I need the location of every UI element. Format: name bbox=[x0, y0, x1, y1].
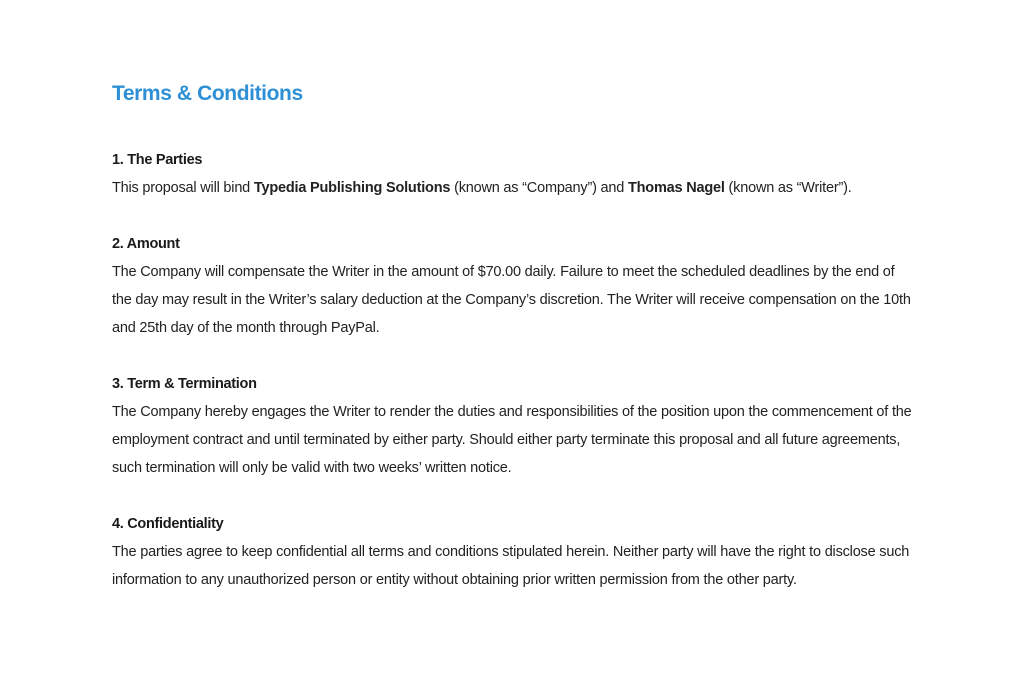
body-text: This proposal will bind bbox=[112, 180, 254, 196]
section-heading: 1. The Parties bbox=[112, 152, 203, 168]
section-parties bbox=[112, 146, 912, 202]
section-amount bbox=[112, 230, 912, 342]
body-text: (known as “Writer”). bbox=[724, 180, 852, 196]
section-body: The Company will compensate the Writer in the amount of $70.00 daily. Failure to meet the scheduled deadlines by the end of the day may result in the Writer’s salary deduction at the Company’s discretion. The Writer will receive compensation on the 10th and 25th day of the month through PayPal. bbox=[112, 264, 911, 336]
section-heading: 3. Term & Termination bbox=[112, 376, 257, 392]
section-body bbox=[112, 174, 912, 202]
section-heading: 4. Confidentiality bbox=[112, 516, 224, 532]
section-body: The Company hereby engages the Writer to render the duties and responsibilities of the position upon the commencement of the employment contract and until terminated by either party. Should either party terminate this proposal and all future agreements, such termination will only be valid with two weeks’ written notice. bbox=[112, 404, 912, 476]
section-heading: 2. Amount bbox=[112, 236, 180, 252]
company-name: Typedia Publishing Solutions bbox=[253, 180, 451, 196]
section-confidentiality bbox=[112, 510, 912, 594]
page-title: Terms & Conditions bbox=[112, 82, 303, 105]
document bbox=[112, 76, 912, 622]
body-text: (known as “Company”) and bbox=[450, 180, 628, 196]
section-body: The parties agree to keep confidential all terms and conditions stipulated herein. Neither party will have the right to disclose such information to any unauthorized person or entity without obtaining prior written permission from the other party. bbox=[112, 544, 910, 588]
writer-name: Thomas Nagel bbox=[627, 180, 725, 196]
section-term-termination bbox=[112, 370, 912, 482]
